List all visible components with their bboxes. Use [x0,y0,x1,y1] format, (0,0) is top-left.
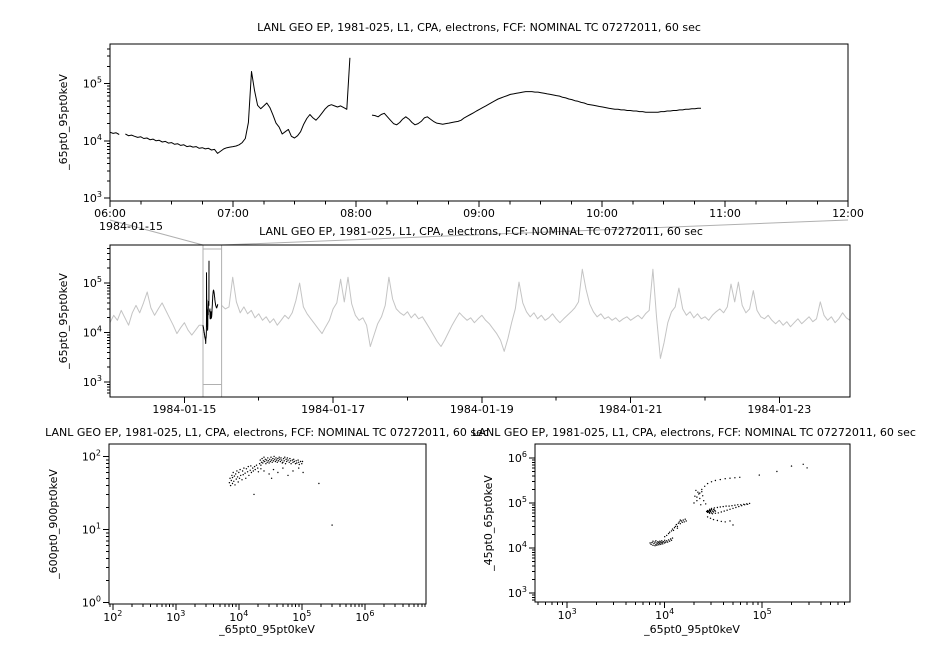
svg-text:103: $10^3$ [166,609,186,624]
svg-text:10:00: 10:00 [586,207,618,220]
svg-text:12:00: 12:00 [832,207,864,220]
svg-text:103: $10^3$ [507,584,527,600]
svg-text:102: $10^2$ [81,448,101,464]
svg-text:09:00: 09:00 [463,207,495,220]
svg-text:103: $10^3$ [557,607,577,622]
svg-text:106: $10^6$ [507,449,527,465]
svg-text:08:00: 08:00 [340,207,372,220]
panel3-title: LANL GEO EP, 1981-025, L1, CPA, electrons, FCF: NOMINAL TC 07272011, 60 sec [45,426,489,439]
svg-text:1984-01-19: 1984-01-19 [449,403,514,416]
panel4-title: LANL GEO EP, 1981-025, L1, CPA, electrons, FCF: NOMINAL TC 07272011, 60 sec [472,426,916,439]
svg-text:104: $10^4$ [82,324,102,340]
svg-text:106: $10^6$ [355,609,375,624]
svg-text:11:00: 11:00 [709,207,741,220]
svg-text:1984-01-15: 1984-01-15 [152,403,217,416]
panel3-ylabel: _600pt0_900pt0keV [47,469,60,579]
panel4-xlabel: _65pt0_95pt0keV [644,623,740,636]
svg-text:07:00: 07:00 [217,207,249,220]
svg-text:104: $10^4$ [655,607,675,622]
panel2-title: LANL GEO EP, 1981-025, L1, CPA, electrons, FCF: NOMINAL TC 07272011, 60 sec [259,225,703,238]
svg-text:102: $10^2$ [103,609,123,624]
svg-text:104: $10^4$ [507,539,527,555]
panel4-ylabel: _45pt0_65pt0keV [482,475,495,571]
panel3-xlabel: _65pt0_95pt0keV [219,623,315,636]
svg-text:100: $10^0$ [81,594,101,610]
panel1-date-label: 1984-01-15 [99,220,163,233]
svg-text:103: $10^3$ [82,190,102,206]
svg-text:105: $10^5$ [82,75,102,91]
svg-text:101: $10^1$ [81,521,101,537]
svg-text:1984-01-23: 1984-01-23 [747,403,812,416]
panel1-ylabel: _65pt0_95pt0keV [57,74,70,170]
svg-text:06:00: 06:00 [94,207,126,220]
svg-text:1984-01-21: 1984-01-21 [598,403,663,416]
panel2-ylabel: _65pt0_95pt0keV [57,273,70,369]
svg-text:105: $10^5$ [752,607,772,622]
svg-text:103: $10^3$ [82,374,102,390]
svg-text:105: $10^5$ [292,609,312,624]
svg-text:105: $10^5$ [82,275,102,291]
svg-text:104: $10^4$ [82,132,102,148]
svg-text:105: $10^5$ [507,494,527,510]
svg-text:104: $10^4$ [229,609,249,624]
svg-text:1984-01-17: 1984-01-17 [301,403,366,416]
panel1-title: LANL GEO EP, 1981-025, L1, CPA, electrons, FCF: NOMINAL TC 07272011, 60 sec [257,21,701,34]
